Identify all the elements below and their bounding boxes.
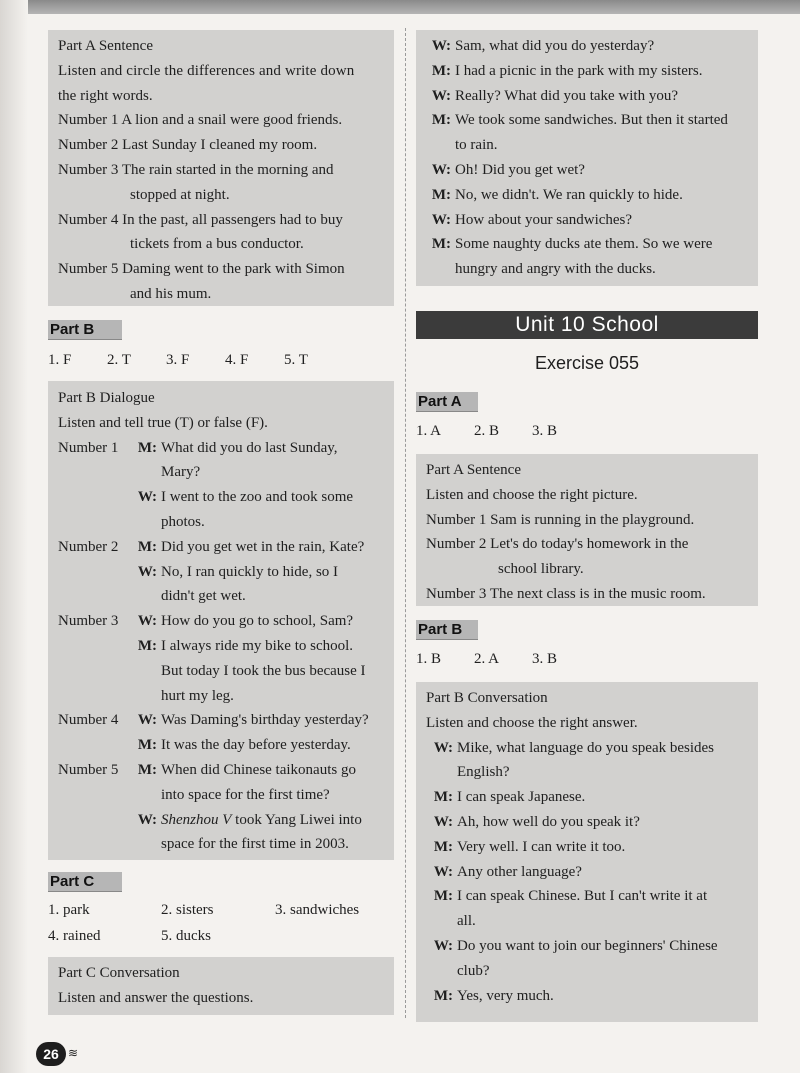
- sentence-item: Number 2 Last Sunday I cleaned my room.: [58, 137, 318, 154]
- speaker-label: W:: [137, 712, 157, 729]
- speaker-label: [426, 909, 457, 934]
- left-column: [48, 30, 394, 1015]
- speaker-label: M:: [137, 538, 157, 555]
- sentence-item: Number 1 Sam is running in the playground.: [426, 511, 695, 528]
- box-title: Part B Dialogue: [58, 390, 155, 406]
- dialogue-line: [424, 108, 748, 133]
- dialogue-line: [58, 535, 384, 560]
- speaker-label: [130, 684, 161, 709]
- speaker-label: M:: [433, 789, 453, 806]
- number-label: [58, 634, 130, 659]
- dialogue-text: Ah, how well do you speak it?: [457, 813, 640, 830]
- number-label: [58, 485, 130, 510]
- speaker-label: W:: [433, 813, 453, 830]
- number-label: [58, 733, 130, 758]
- dialogue-text: How do you go to school, Sam?: [161, 613, 354, 630]
- sentence-item: Number 3 The next class is in the music room.: [426, 585, 706, 602]
- speaker-label: [130, 584, 161, 609]
- dialogue-line: [426, 785, 748, 810]
- speaker-label: [130, 783, 161, 808]
- dialogue-text: club?: [457, 962, 490, 979]
- speaker-label: W:: [431, 87, 451, 104]
- dialogue-text: to rain.: [455, 137, 498, 154]
- speaker-label: W:: [137, 563, 157, 580]
- page-top-edge: [0, 0, 800, 14]
- answer-item: 3. B: [532, 651, 558, 667]
- page-corner-mark: ≋: [68, 1046, 79, 1060]
- dialogue-line: [58, 808, 384, 833]
- dialogue-line: [58, 659, 384, 684]
- number-label: [58, 584, 130, 609]
- speaker-label: [130, 510, 161, 535]
- partC-answer-row: [48, 897, 394, 923]
- dialogue-line: [424, 84, 748, 109]
- answer-item: 1. park: [48, 902, 90, 918]
- speaker-label: M:: [137, 637, 157, 654]
- answer-item: 5. T: [284, 352, 308, 368]
- number-label: Number 5: [58, 761, 119, 778]
- dialogue-line: [424, 232, 748, 257]
- dialogue-line: [426, 934, 748, 959]
- speaker-label: W:: [433, 739, 453, 756]
- page-number-badge: 26: [36, 1042, 66, 1066]
- dialogue-text: Did you get wet in the rain, Kate?: [161, 538, 365, 555]
- column-divider: [405, 28, 406, 1018]
- box-title: Part A Sentence: [58, 38, 153, 54]
- number-label: [58, 659, 130, 684]
- answer-item: 1. A: [416, 423, 442, 439]
- section-label-part-c: Part C: [48, 872, 122, 892]
- instruction-line: Listen and choose the right picture.: [426, 486, 638, 503]
- dialogue-text: Yes, very much.: [457, 987, 554, 1004]
- speaker-label: [130, 460, 161, 485]
- speaker-label: M:: [431, 112, 451, 129]
- dialogue-text: Oh! Did you get wet?: [455, 161, 585, 178]
- dialogue-text: hungry and angry with the ducks.: [455, 261, 656, 278]
- dialogue-text: Shenzhou V took Yang Liwei into: [161, 811, 362, 828]
- dialogue-line: [424, 133, 748, 158]
- number-label: [58, 808, 130, 833]
- dialogue-line: [58, 436, 384, 461]
- sentence-item: Number 4 In the past, all passengers had to buy: [58, 211, 343, 228]
- dialogue-line: [424, 208, 748, 233]
- dialogue-text: into space for the first time?: [161, 786, 330, 803]
- answer-item: 2. B: [474, 423, 500, 439]
- answer-item: 4. rained: [48, 928, 101, 944]
- speaker-label: W:: [431, 38, 451, 54]
- dialogue-line: [58, 733, 384, 758]
- dialogue-text: Mike, what language do you speak besides: [457, 739, 715, 756]
- dialogue-text: I always ride my bike to school.: [161, 637, 354, 654]
- speaker-label: [424, 257, 455, 282]
- sentence-item: Number 3 The rain started in the morning and: [58, 161, 334, 178]
- partA-answer-row: [416, 418, 758, 444]
- dialogue-text: Very well. I can write it too.: [457, 838, 626, 855]
- dialogue-line: [58, 708, 384, 733]
- dialogue-text: Do you want to join our beginners' Chinese: [457, 937, 718, 954]
- answer-item: 2. T: [107, 352, 131, 368]
- partA-sentence-box: [48, 30, 394, 306]
- number-label: [58, 460, 130, 485]
- answer-item: 1. B: [416, 651, 442, 667]
- box-title: Part B Conversation: [426, 690, 548, 706]
- dialogue-lines: [58, 436, 384, 858]
- answer-item: 1. F: [48, 352, 72, 368]
- speaker-label: M:: [137, 439, 157, 456]
- dialogue-text: But today I took the bus because I: [161, 662, 366, 679]
- speaker-label: W:: [431, 211, 451, 228]
- dialogue-text: I can speak Japanese.: [457, 789, 586, 806]
- dialogue-line: [426, 884, 748, 909]
- number-label: [58, 832, 130, 857]
- number-label: [58, 510, 130, 535]
- partB-answer-row: [48, 347, 394, 373]
- instruction-line: Listen and choose the right answer.: [426, 714, 638, 731]
- instruction-line: Listen and tell true (T) or false (F).: [58, 414, 268, 431]
- dialogue-line: [58, 832, 384, 857]
- partA-sentence-box: [416, 454, 758, 606]
- speaker-label: W:: [431, 161, 451, 178]
- section-label-part-b: Part B: [48, 320, 122, 340]
- section-label-part-b: Part B: [416, 620, 478, 640]
- dialogue-text: Sam, what did you do yesterday?: [455, 38, 655, 54]
- speaker-label: [424, 133, 455, 158]
- dialogue-lines: [424, 34, 748, 282]
- book-spine-shadow: [0, 0, 28, 1073]
- dialogue-line: [426, 860, 748, 885]
- right-column: [416, 30, 758, 1022]
- dialogue-text: We took some sandwiches. But then it started: [455, 112, 728, 129]
- sentence-item-continued: stopped at night.: [130, 186, 230, 203]
- speaker-label: W:: [137, 811, 157, 828]
- number-label: [58, 560, 130, 585]
- instruction-line: Listen and answer the questions.: [58, 989, 254, 1006]
- partC-conversation-box: [48, 957, 394, 1015]
- dialogue-line: [58, 560, 384, 585]
- exercise-title: Exercise 055: [534, 353, 640, 373]
- dialogue-text: I can speak Chinese. But I can't write it at: [457, 888, 708, 905]
- speaker-label: [130, 832, 161, 857]
- answer-item: 2. sisters: [161, 902, 214, 918]
- dialogue-line: [58, 758, 384, 783]
- dialogue-text: Mary?: [161, 464, 201, 481]
- dialogue-text: It was the day before yesterday.: [161, 737, 351, 754]
- box-title: Part C Conversation: [58, 965, 180, 981]
- speaker-label: M:: [431, 236, 451, 253]
- dialogue-text: I went to the zoo and took some: [161, 489, 354, 506]
- dialogue-text: didn't get wet.: [161, 588, 246, 605]
- dialogue-line: [58, 684, 384, 709]
- dialogue-text: Some naughty ducks ate them. So we were: [455, 236, 713, 253]
- speaker-label: M:: [137, 761, 157, 778]
- partB-dialogue-box: [48, 381, 394, 860]
- dialogue-text: I had a picnic in the park with my sisters.: [455, 62, 703, 79]
- sentence-item-continued: tickets from a bus conductor.: [130, 236, 304, 253]
- instruction-line: Listen and circle the differences and write down: [58, 62, 355, 79]
- dialogue-line: [424, 158, 748, 183]
- speaker-label: [130, 659, 161, 684]
- speaker-label: W:: [137, 613, 157, 630]
- section-label-part-a: Part A: [416, 392, 478, 412]
- dialogue-line: [424, 34, 748, 59]
- dialogue-text: No, I ran quickly to hide, so I: [161, 563, 339, 580]
- speaker-label: M:: [431, 62, 451, 79]
- partC-dialogue-continued-box: [416, 30, 758, 286]
- speaker-label: W:: [433, 937, 453, 954]
- speaker-label: [426, 959, 457, 984]
- sentence-item: Number 1 A lion and a snail were good friends.: [58, 112, 343, 129]
- partB-conversation-box: [416, 682, 758, 1022]
- sentence-item-continued: school library.: [498, 561, 584, 578]
- dialogue-line: [58, 609, 384, 634]
- dialogue-line: [424, 257, 748, 282]
- dialogue-line: [424, 183, 748, 208]
- dialogue-text: Was Daming's birthday yesterday?: [161, 712, 369, 729]
- speaker-label: W:: [137, 489, 157, 506]
- number-label: [58, 783, 130, 808]
- answer-item: 3. F: [166, 352, 190, 368]
- dialogue-text: How about your sandwiches?: [455, 211, 633, 228]
- unit-title-bar: Unit 10 School: [416, 311, 758, 339]
- dialogue-text: When did Chinese taikonauts go: [161, 761, 356, 778]
- number-label: [58, 684, 130, 709]
- dialogue-line: [426, 959, 748, 984]
- number-label: Number 4: [58, 712, 119, 729]
- answer-item: 2. A: [474, 651, 500, 667]
- answer-item: 3. sandwiches: [275, 902, 360, 918]
- dialogue-line: [426, 810, 748, 835]
- dialogue-text: What did you do last Sunday,: [161, 439, 338, 456]
- dialogue-text: No, we didn't. We ran quickly to hide.: [455, 186, 683, 203]
- dialogue-line: [426, 984, 748, 1009]
- number-label: Number 2: [58, 538, 119, 555]
- dialogue-text: photos.: [161, 513, 205, 530]
- number-label: Number 3: [58, 613, 119, 630]
- answer-item: 4. F: [225, 352, 249, 368]
- answer-item: 5. ducks: [161, 928, 211, 944]
- answer-item: 3. B: [532, 423, 558, 439]
- speaker-label: M:: [137, 737, 157, 754]
- speaker-label: M:: [431, 186, 451, 203]
- dialogue-line: [58, 783, 384, 808]
- speaker-label: M:: [433, 987, 453, 1004]
- dialogue-line: [58, 634, 384, 659]
- dialogue-line: [58, 460, 384, 485]
- partB-answer-row: [416, 646, 758, 672]
- dialogue-line: [426, 835, 748, 860]
- speaker-label: M:: [433, 888, 453, 905]
- box-title: Part A Sentence: [426, 462, 521, 478]
- dialogue-line: [58, 485, 384, 510]
- dialogue-line: [426, 909, 748, 934]
- dialogue-text: Any other language?: [457, 863, 582, 880]
- dialogue-line: [426, 760, 748, 785]
- sentence-item-continued: and his mum.: [130, 285, 212, 302]
- dialogue-text: hurt my leg.: [161, 687, 234, 704]
- dialogue-text: English?: [457, 764, 510, 781]
- instruction-line: the right words.: [58, 87, 153, 104]
- speaker-label: M:: [433, 838, 453, 855]
- speaker-label: [426, 760, 457, 785]
- number-label: Number 1: [58, 439, 119, 456]
- speaker-label: W:: [433, 863, 453, 880]
- dialogue-text: all.: [457, 913, 476, 930]
- dialogue-line: [58, 584, 384, 609]
- dialogue-line: [426, 736, 748, 761]
- partC-answer-row: [48, 923, 394, 949]
- dialogue-text: space for the first time in 2003.: [161, 836, 349, 853]
- sentence-item: Number 2 Let's do today's homework in the: [426, 536, 689, 553]
- sentence-item: Number 5 Daming went to the park with Simon: [58, 261, 345, 278]
- dialogue-line: [424, 59, 748, 84]
- dialogue-text: Really? What did you take with you?: [455, 87, 679, 104]
- dialogue-line: [58, 510, 384, 535]
- dialogue-lines: [426, 736, 748, 1009]
